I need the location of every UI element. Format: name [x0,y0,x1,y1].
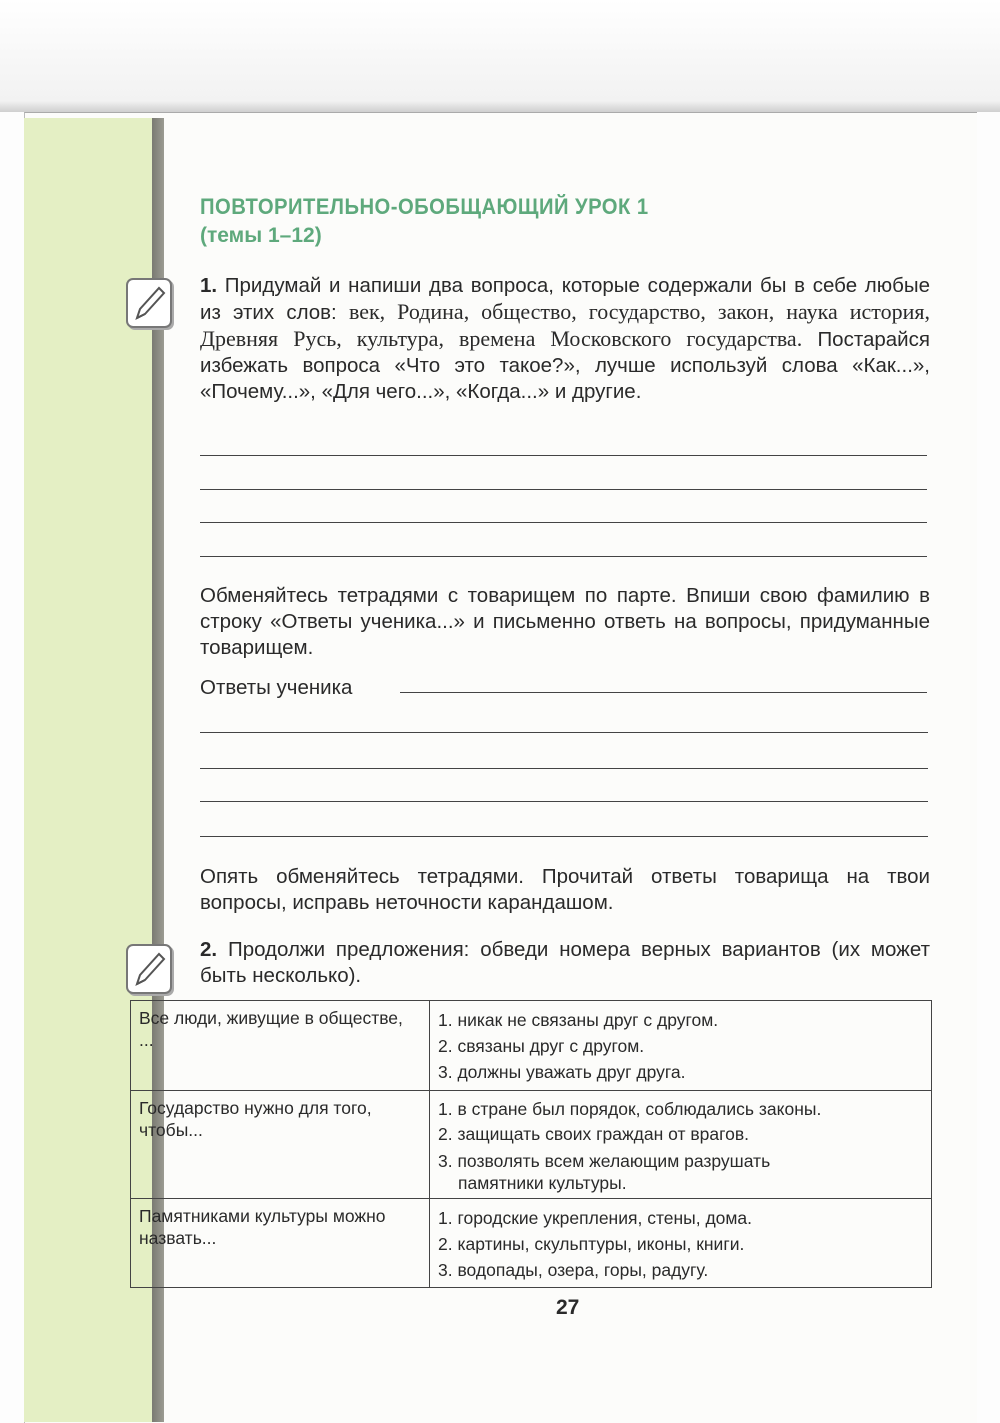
lesson-title: ПОВТОРИТЕЛЬНО-ОБОБЩАЮЩИЙ УРОК 1 [200,194,649,219]
task2-instruction: Продолжи предложения: обведи номера верных вариантов (их может быть несколько). [200,938,930,987]
task1-text-a: Придумай и напиши два вопроса, которые содержали бы в себе любые из этих слов: [200,274,930,324]
option[interactable]: 3. водопады, озера, горы, радугу. [438,1260,709,1280]
answers-label: Ответы ученика [200,676,353,699]
option[interactable]: 1. в стране был порядок, соблюдались законы. [438,1099,822,1119]
task2-number: 2. [200,938,218,961]
scan-background [0,0,1000,112]
task2-text [200,937,930,989]
task1-text [200,273,930,405]
lesson-subtitle: (темы 1–12) [200,224,322,247]
exchange-instruction: Обменяйтесь тетрадями с товарищем по парте. Впиши свою фамилию в строку «Ответы ученика...» и письменно ответь на вопросы, придуманные товарищем. [200,584,930,659]
options-cell [430,1001,932,1091]
prompt-cell: Государство нужно для того, чтобы... [131,1091,430,1199]
options-cell [430,1091,932,1199]
pencil-icon [126,278,172,328]
answer-line[interactable] [200,801,928,802]
option[interactable]: 2. защищать своих граждан от врагов. [438,1124,750,1144]
prompt-cell: Все люди, живущие в обществе, ... [131,1001,430,1091]
options-cell [430,1199,932,1288]
table-row [131,1091,932,1199]
option[interactable]: 2. связаны друг с другом. [438,1036,645,1056]
task1-words: век, Родина, общество, государство, закон, наука история, Древняя Русь, культура, времена Московского государства. [200,299,930,351]
table-row [131,1001,932,1091]
answer-line[interactable] [200,455,927,456]
answer-line[interactable] [200,768,928,769]
option[interactable]: 1. никак не связаны друг с другом. [438,1010,719,1030]
prompt-cell: Памятниками культуры можно назвать... [131,1199,430,1288]
page-number: 27 [556,1296,580,1319]
pencil-icon [126,944,172,994]
option[interactable]: 2. картины, скульптуры, иконы, книги. [438,1234,745,1254]
answer-line[interactable] [200,732,928,733]
table-row [131,1199,932,1288]
answer-line[interactable] [200,836,928,837]
option[interactable]: 1. городские укрепления, стены, дома. [438,1208,753,1228]
choices-table [130,1000,932,1288]
task1-text-b: Постарайся избежать вопроса «Что это такое?», лучше используй слова «Как...», «Почему...», «Для чего...», «Когда...» и другие. [200,328,930,403]
answer-line[interactable] [200,556,927,557]
option[interactable]: 3. позволять всем желающим разрушать памятники культуры. [438,1151,771,1193]
option[interactable]: 3. должны уважать друг друга. [438,1062,686,1082]
exchange-again-instruction: Опять обменяйтесь тетрадями. Прочитай ответы товарища на твои вопросы, исправь неточности карандашом. [200,865,930,914]
answer-line[interactable] [200,522,927,523]
answer-line[interactable] [200,489,927,490]
task1-number: 1. [200,274,218,297]
student-name-line[interactable] [400,692,927,693]
